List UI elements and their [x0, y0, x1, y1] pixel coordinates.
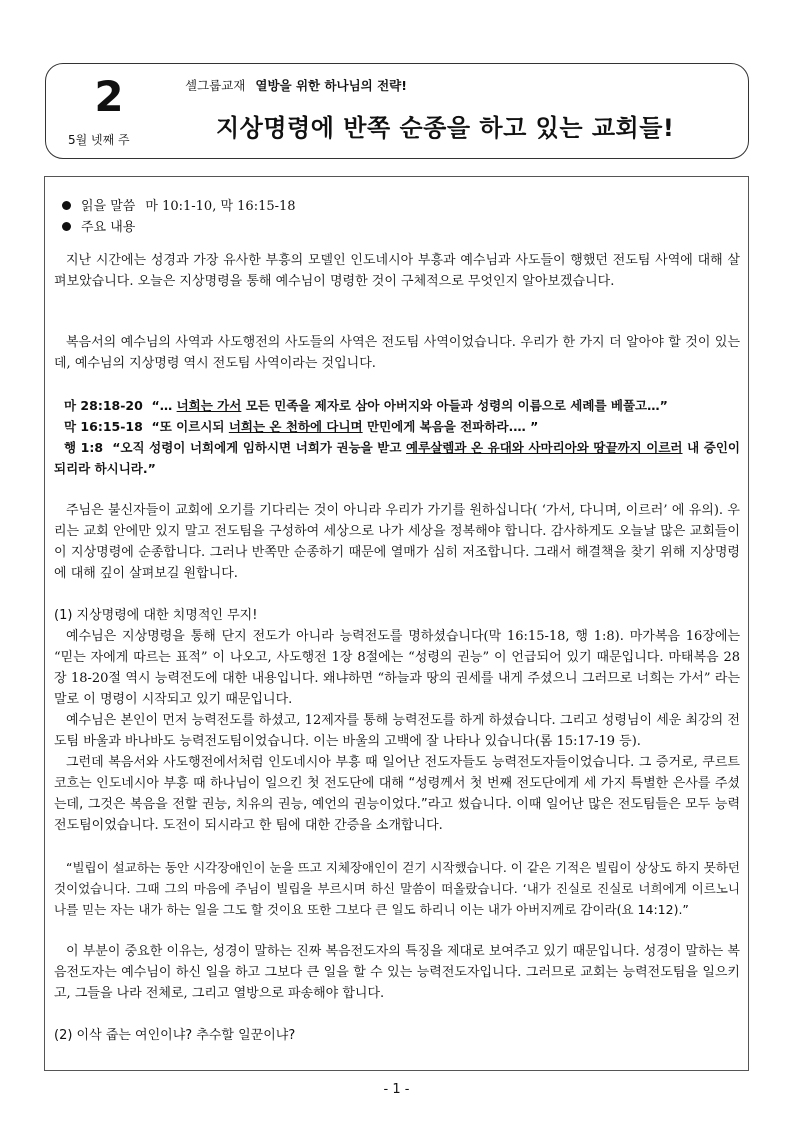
reading-value: 마 10:1-10, 막 16:15-18 — [145, 199, 296, 214]
summary-label: 주요 내용 — [81, 220, 136, 235]
section-1-paragraph-3 — [54, 752, 740, 836]
verse-1-post: 모든 민족을 제자로 삼아 아버지와 아들과 성령의 이름으로 세례를 베풀고…” — [241, 398, 668, 413]
verse-2-pre: “또 이르시되 — [151, 419, 229, 434]
series-line — [185, 76, 407, 94]
series-label: 셀그룹교재 — [185, 78, 246, 93]
lesson-number: 2 — [94, 72, 124, 121]
page-number: - 1 - — [383, 1082, 410, 1097]
section-1-paragraph-2: 예수님은 본인이 먼저 능력전도를 하셨고, 12제자를 통해 능력전도를 하게 하셨습니다. 그리고 성령님이 세운 최강의 전도팀 바울과 바나바도 능력전도팀이었습니다. 이는 바울의 고백에 잘 나타나 있습니다(롬 15:17-19 등). — [54, 713, 740, 749]
verse-1-ref: 마 28:18-20 — [64, 398, 143, 413]
verse-3 — [54, 437, 740, 479]
section-1-title: (1) 지상명령에 대한 치명적인 무지! — [54, 608, 258, 623]
verse-3-pre: “오직 성령이 너희에게 임하시면 너희가 권능을 받고 — [112, 440, 407, 455]
reading-label: 읽을 말씀 — [81, 199, 136, 214]
verse-2 — [54, 416, 740, 437]
verse-1 — [54, 395, 740, 416]
content-body — [54, 196, 740, 1046]
intro-paragraph: 지난 시간에는 성경과 가장 유사한 부흥의 모델인 인도네시아 부흥과 예수님과 사도들이 행했던 전도팀 사역에 대해 살펴보았습니다. 오늘은 지상명령을 통해 예수님이 명령한 것이 구체적으로 무엇인지 알아보겠습니다. — [54, 253, 740, 289]
bullet-icon — [62, 201, 71, 210]
page-title: 지상명령에 반쪽 순종을 하고 있는 교회들! — [216, 114, 675, 142]
section-1-paragraph-4: 이 부분이 중요한 이유는, 성경이 말하는 진짜 복음전도자의 특징을 제대로 보여주고 있기 때문입니다. 성경이 말하는 복음전도자는 예수님이 하신 일을 하고 그보다 큰 일을 할 수 있는 능력전도자입니다. 그러므로 교회는 능력전도팀을 일으키고, 그들을 나라 전체로, 그리고 열방으로 파송해야 합니다. — [54, 944, 740, 1001]
verse-3-post: 내 증인이 되리라 하시니라.” — [54, 440, 740, 476]
bullet-icon — [62, 222, 71, 231]
testimony-quote: “빌립이 설교하는 동안 시각장애인이 눈을 뜨고 지체장애인이 걷기 시작했습니다. 이 같은 기적은 빌립이 상상도 하지 못하던 것이었습니다. 그때 그의 마음에 주님이 빌립을 부르시며 하신 말씀이 떠올랐습니다. ‘내가 진실로 진실로 너희에게 이르노니 나를 믿는 자는 내가 하는 일을 그도 할 것이요 또한 그보다 큰 일도 하리니 이는 내가 아버지께로 감이라(요 14:12).” — [54, 860, 740, 917]
verse-2-underline: 너희는 온 천하에 다니며 — [228, 419, 363, 434]
section-1-paragraph-1: 예수님은 지상명령을 통해 단지 전도가 아니라 능력전도를 명하셨습니다(막 16:15-18, 행 1:8). 마가복음 16장에는 “믿는 자에게 따르는 표적” 이 나오고, 사도행전 1장 8절에는 “성령의 권능” 이 언급되어 있기 때문입니다. 마태복음 28장 18-20절 역시 능력전도에 대한 내용입니다. 왜냐하면 “하늘과 땅의 권세를 내게 주셨으니 그러므로 너희는 가서” 라는 말로 이 명령이 시작되고 있기 때문입니다. — [54, 629, 740, 707]
verse-3-underline: 예루살렘과 온 유대와 사마리아와 땅끝까지 이르러 — [406, 440, 683, 455]
summary-row — [54, 217, 740, 238]
section-1-paragraph-3-quote: “성령께서 첫 번째 전도단에게 세 가지 특별한 은사를 주셨는데, 그것은 복음을 전할 권능, 치유의 권능, 예언의 권능이었다.” — [54, 776, 740, 812]
section-1-paragraph-3-a: 그런데 복음서와 사도행전에서처럼 인도네시아 부흥 때 일어난 전도자들도 능력전도자들이었습니다. 그 증거로, 쿠르트 코흐는 인도네시아 부흥 때 하나님이 일으킨 첫 전도단에 대해 — [54, 755, 740, 791]
series-title: 열방을 위한 하나님의 전략! — [255, 78, 407, 93]
paragraph-2: 주님은 불신자들이 교회에 오기를 기다리는 것이 아니라 우리가 가기를 원하십니다( ‘가서, 다니며, 이르러’ 에 유의). 우리는 교회 안에만 있지 말고 전도팀을 구성하여 세상으로 나가 세상을 정복해야 합니다. 감사하게도 오늘날 많은 교회들이 이 지상명령에 순종합니다. 그러나 반쪽만 순종하기 때문에 열매가 심히 저조합니다. 그래서 해결책을 찾기 위해 지상명령에 대해 깊이 살펴보길 원합니다. — [54, 503, 740, 581]
week-label: 5월 넷째 주 — [68, 133, 130, 147]
reading-row — [54, 196, 740, 217]
section-1-paragraph-3-c: 라고 썼습니다. 이때 일어난 많은 전도팀들은 모두 능력전도팀이었습니다. 도전이 되시라고 한 팀에 대한 간증을 소개합니다. — [54, 797, 740, 833]
verse-2-ref: 막 16:15-18 — [64, 419, 143, 434]
paragraph-1: 복음서의 예수님의 사역과 사도행전의 사도들의 사역은 전도팀 사역이었습니다. 우리가 한 가지 더 알아야 할 것이 있는데, 예수님의 지상명령 역시 전도팀 사역이라는 것입니다. — [54, 335, 740, 371]
section-2-title: (2) 이삭 줍는 여인이냐? 추수할 일꾼이냐? — [54, 1028, 296, 1043]
verse-1-pre: “… — [151, 398, 177, 413]
verse-2-post: 만민에게 복음을 전파하라.… ” — [362, 419, 539, 434]
verse-1-underline: 너희는 가서 — [176, 398, 242, 413]
verse-3-ref: 행 1:8 — [64, 440, 104, 455]
